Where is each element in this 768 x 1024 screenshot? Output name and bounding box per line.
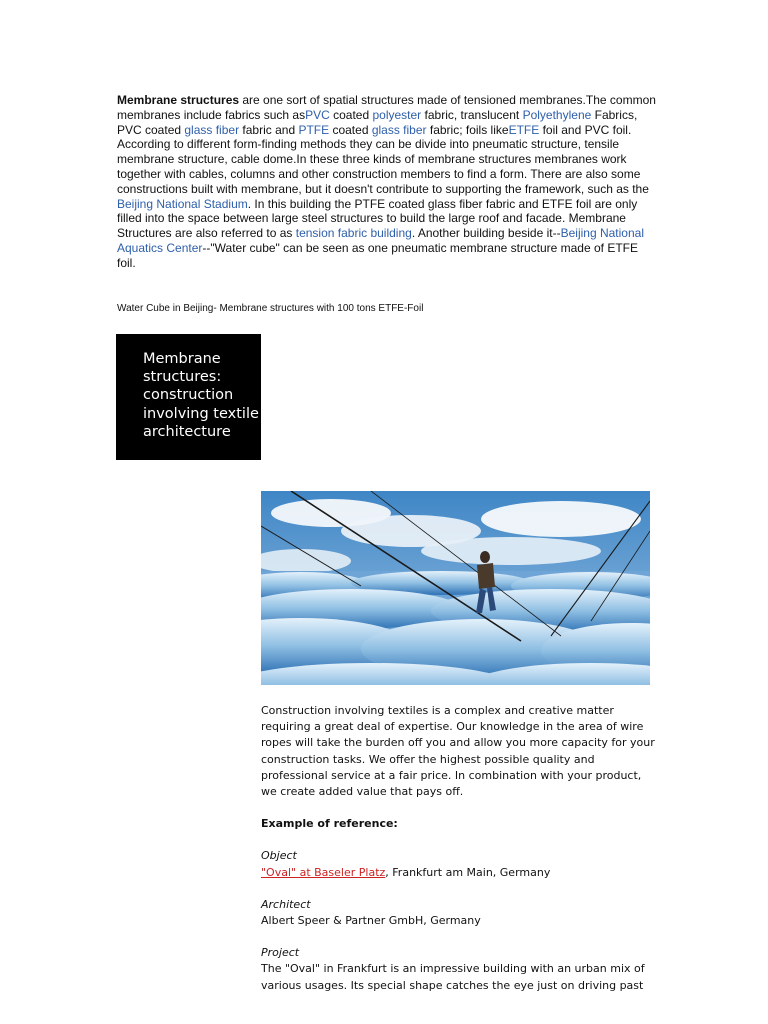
banner-title: Membrane structures: construction involving textile architecture [143, 351, 259, 440]
article-body [261, 703, 656, 994]
link-beijing-aquatics-center[interactable]: Beijing National Aquatics Center [117, 226, 644, 255]
reference-heading: Example of reference: [261, 817, 398, 831]
body-paragraph: Construction involving textiles is a complex and creative matter requiring a great deal of expertise. Our knowledge in the area of wire ropes will take the burden off you and allow you more capacity for your construction tasks. We offer the highest possible quality and professional service at a fair price. In combination with your product, we create added value that pays off. [261, 704, 655, 799]
intro-text: --"Water cube" can be seen as one pneumatic membrane structure made of ETFE foil. [117, 240, 638, 270]
intro-text: . Another building beside it-- [411, 226, 561, 241]
intro-text: coated [329, 107, 373, 122]
object-value [261, 865, 656, 881]
title-banner [116, 334, 261, 460]
link-polyethylene[interactable]: Polyethylene [522, 107, 592, 122]
link-tension-fabric-building[interactable]: tension fabric building [295, 226, 412, 241]
object-location: , Frankfurt am Main, Germany [385, 865, 551, 879]
image-caption: Water Cube in Beijing- Membrane structures with 100 tons ETFE-Foil [117, 303, 424, 314]
project-label: Project [261, 946, 300, 960]
link-beijing-national-stadium[interactable]: Beijing National Stadium [117, 196, 248, 211]
intro-text: foil and PVC foil. According to different form-finding methods they can be divide into pneumatic structure, tensile membrane structure, cable dome.In these three kinds of membrane structures membranes work together with cables, columns and other construction members to find a form. There are also some constructions built with membrane, but it doesn't contribute to supporting the framework, such as the [117, 122, 649, 196]
intro-text: are one sort of spatial structures made of tensioned membranes.The common membranes include fabrics such as [117, 93, 656, 122]
object-label: Object [261, 849, 297, 863]
intro-text: Fabrics, PVC coated [117, 107, 638, 137]
intro-text: coated [329, 122, 372, 137]
link-ptfe[interactable]: PTFE [298, 122, 330, 137]
intro-text: fabric and [239, 122, 299, 137]
link-glass-fiber[interactable]: glass fiber [184, 122, 240, 137]
intro-text: fabric; foils like [426, 122, 509, 137]
intro-paragraph [117, 93, 657, 271]
intro-text: fabric, translucent [421, 107, 523, 122]
membrane-roof-photo [261, 491, 650, 685]
architect-label: Architect [261, 897, 311, 911]
intro-text: . In this building the PTFE coated glass fiber fabric and ETFE foil are only filled into the space between large steel structures to build the large roof and facade. Membrane Structures are also referred to as [117, 196, 638, 241]
link-etfe[interactable]: ETFE [508, 122, 540, 137]
intro-bold-term: Membrane structures [117, 93, 240, 107]
link-pvc[interactable]: PVC [305, 107, 330, 122]
link-oval-baseler-platz[interactable]: "Oval" at Baseler Platz [261, 865, 386, 879]
photo-illustration [261, 491, 650, 685]
architect-value: Albert Speer & Partner GmbH, Germany [261, 914, 481, 928]
project-value: The "Oval" in Frankfurt is an impressive building with an urban mix of various usages. Its special shape catches the eye just on driving past [261, 962, 645, 992]
link-glass-fiber-2[interactable]: glass fiber [371, 122, 427, 137]
link-polyester[interactable]: polyester [372, 107, 422, 122]
